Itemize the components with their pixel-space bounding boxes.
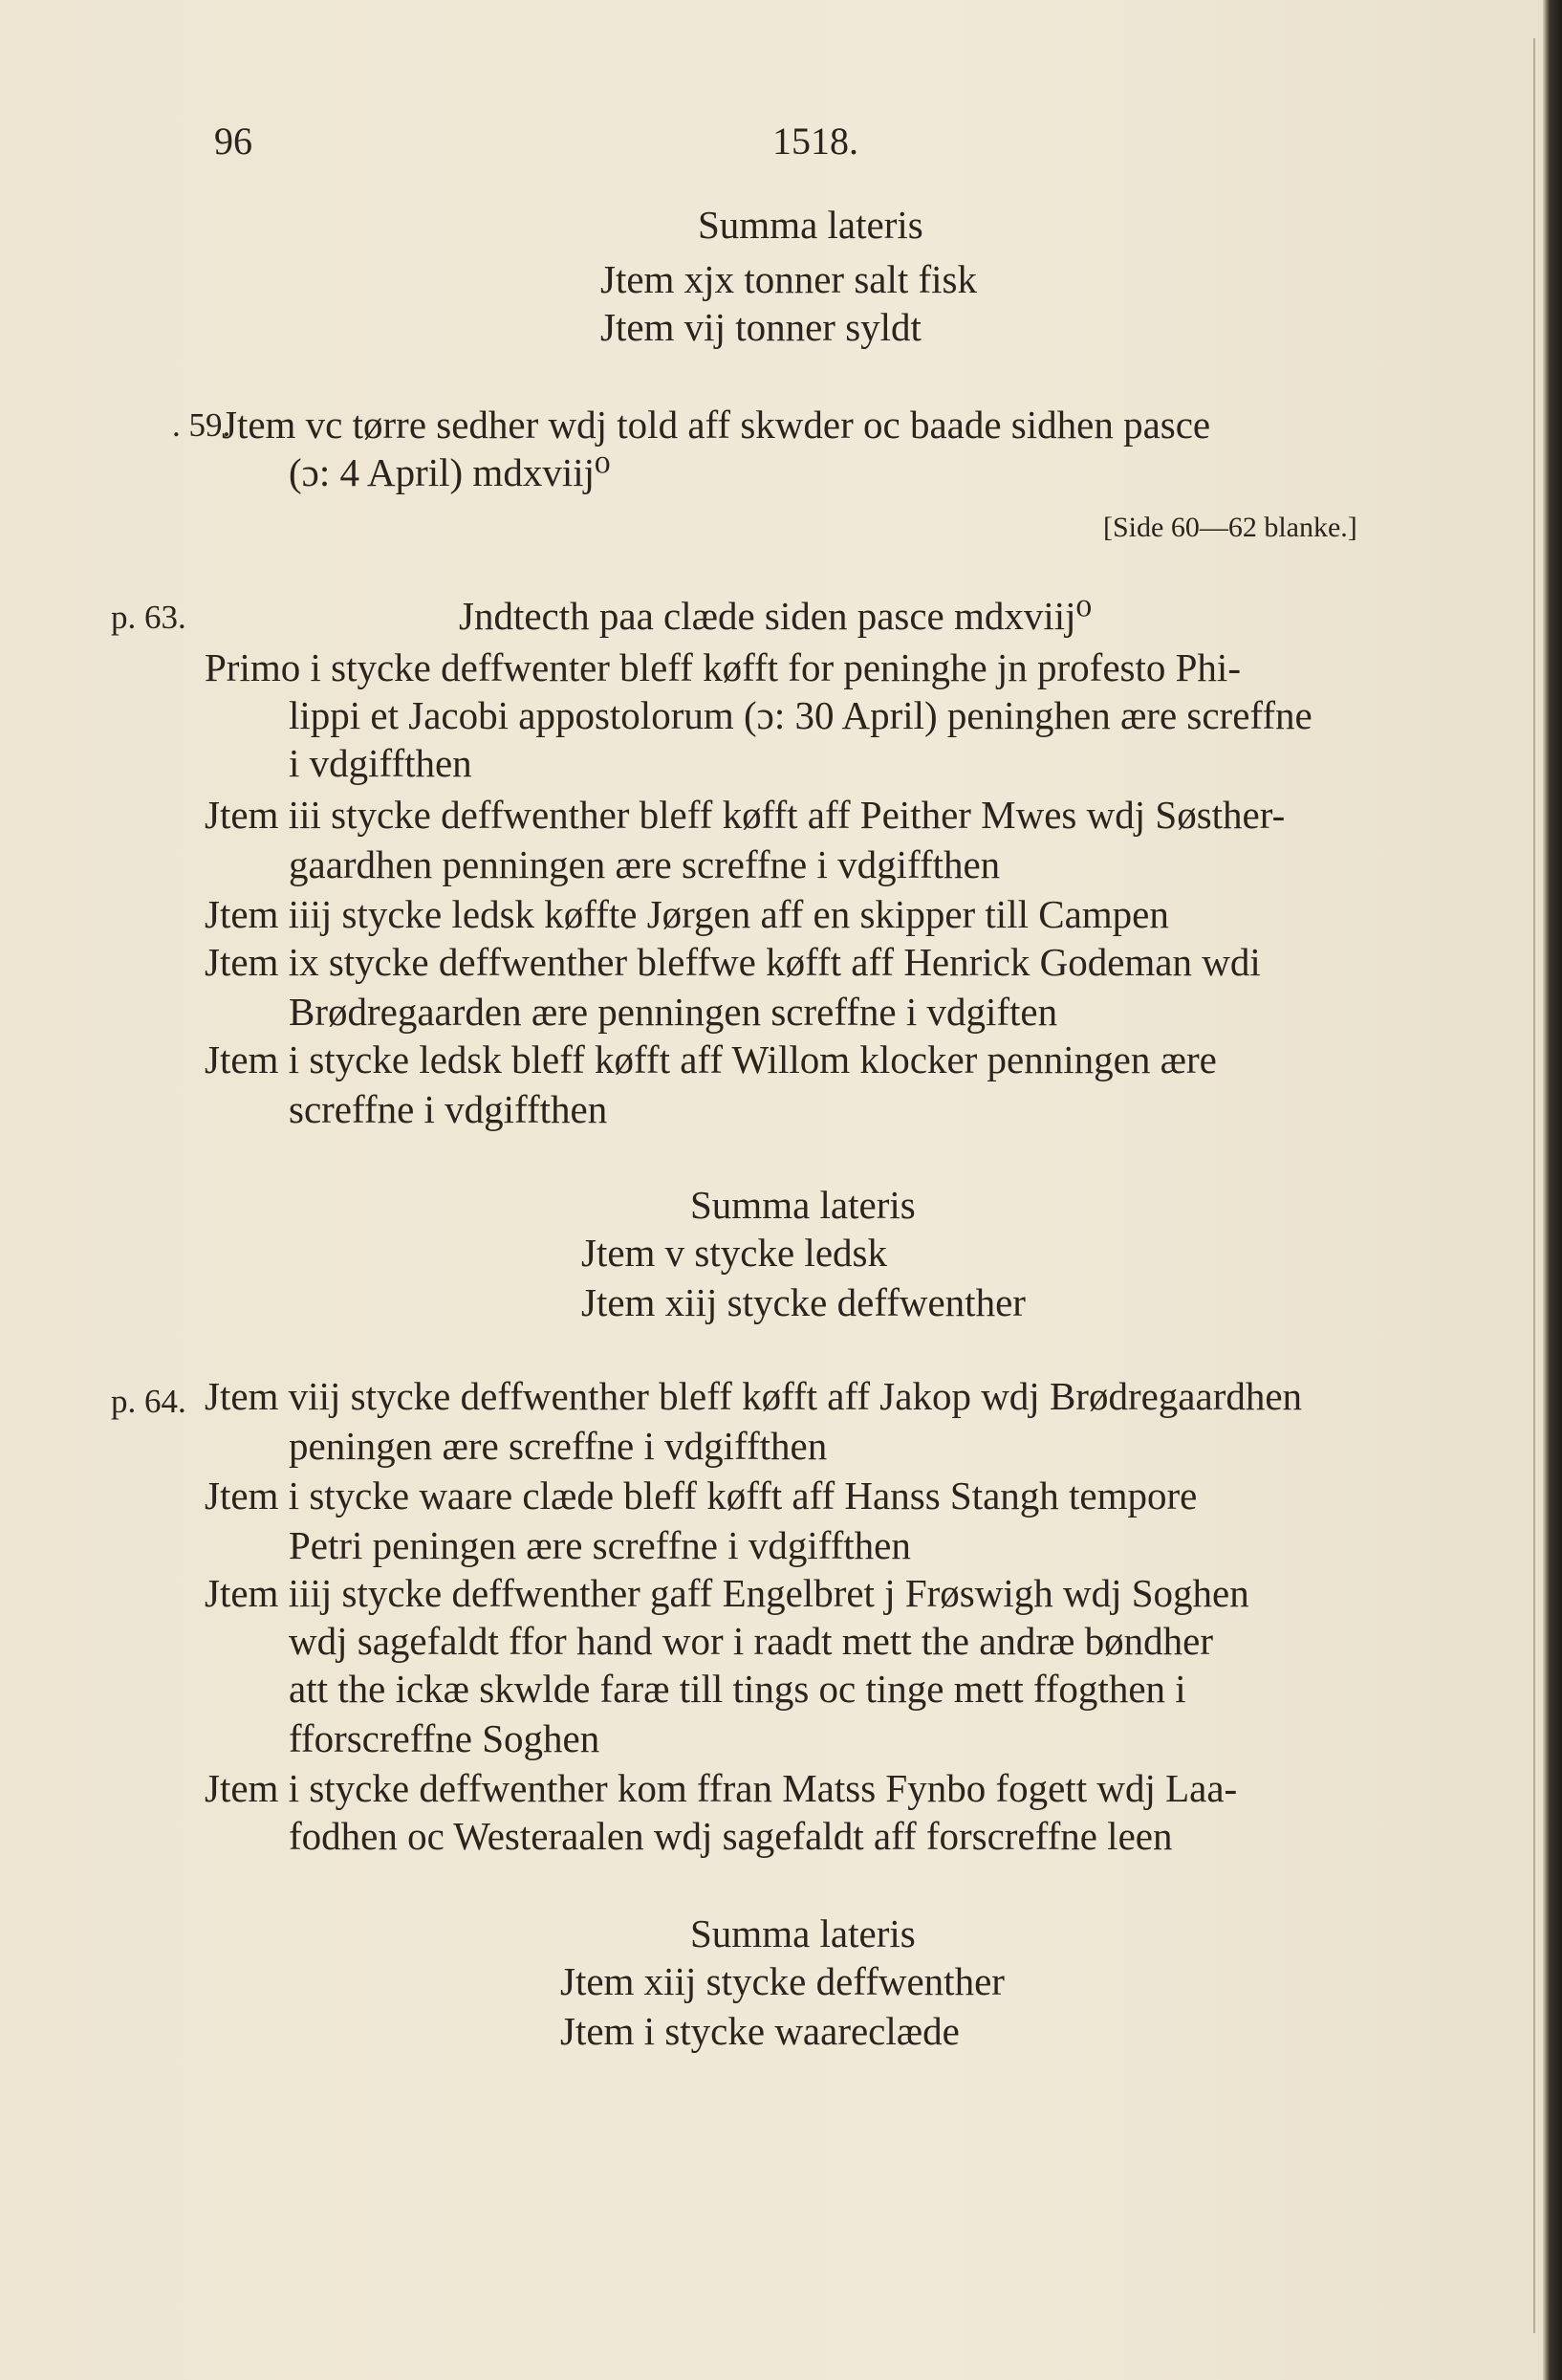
entry-line: Primo i stycke deffwenter bleff køfft for peninghe jn profesto Phi- [205,645,1241,689]
entry-line: att the ickæ skwlde faræ till tings oc tinge mett ffogthen i [289,1667,1186,1711]
entry-line: lippi et Jacobi appostolorum (ɔ: 30 April) peninghen ære screffne [289,693,1313,737]
margin-marker: p. 63. [111,599,186,636]
entry-line: screffne i vdgiffthen [289,1087,608,1131]
page-number: 96 [214,120,252,163]
entry-line: Jtem viij stycke deffwenther bleff køfft aff Jakop wdj Brødregaardhen [205,1374,1303,1418]
page-edge-line [1533,38,1535,2333]
summa-lateris-heading: Summa lateris [690,1183,916,1227]
summary-line: Jtem xjx tonner salt fisk [600,257,978,301]
entry-line: fforscreffne Soghen [289,1716,600,1760]
editorial-note: [Side 60—62 blanke.] [1103,512,1357,543]
entry-line: Jtem ix stycke deffwenther bleffwe køfft aff Henrick Godeman wdi [205,940,1261,984]
entry-line: Jtem i stycke deffwenther kom ffran Matss Fynbo fogett wdj Laa- [205,1766,1238,1810]
summary-line: Jtem v stycke ledsk [581,1231,887,1275]
page-binding-edge [1543,0,1562,2380]
margin-marker: p. 64. [111,1383,186,1420]
entry-line: Petri peningen ære screffne i vdgiffthen [289,1523,911,1567]
summary-line: Jtem xiij stycke deffwenther [560,1959,1005,2003]
entry-line: Jtem iiij stycke deffwenther gaff Engelbret j Frøswigh wdj Soghen [205,1571,1249,1615]
entry-line: Brødregaarden ære penningen screffne i vdgiften [289,990,1058,1034]
entry-line: fodhen oc Westeraalen wdj sagefaldt aff forscreffne leen [289,1814,1173,1858]
section-heading: Jndtecth paa clæde siden pasce mdxviij⁰ [459,594,1093,638]
entry-line: Jtem i stycke ledsk bleff køfft aff Willom klocker penningen ære [205,1037,1217,1081]
entry-line: gaardhen penningen ære screffne i vdgiffthen [289,842,1001,886]
summary-line: Jtem xiij stycke deffwenther [581,1280,1026,1324]
entry-line: wdj sagefaldt ffor hand wor i raadt mett the andræ bøndher [289,1619,1214,1663]
entry-line: Jtem i stycke waare clæde bleff køfft aff Hanss Stangh tempore [205,1474,1198,1518]
summary-line: Jtem vij tonner syldt [600,305,922,349]
entry-line: peningen ære screffne i vdgiffthen [289,1424,828,1468]
entry-line: Jtem iii stycke deffwenther bleff køfft aff Peither Mwes wdj Søsther- [205,793,1286,837]
page-year-heading: 1518. [772,120,858,163]
entry-line: Jtem iiij stycke ledsk køffte Jørgen aff en skipper till Campen [205,892,1169,936]
margin-marker: . 59. [172,406,231,444]
entry-line: (ɔ: 4 April) mdxviij⁰ [289,450,611,494]
summa-lateris-heading: Summa lateris [698,203,923,247]
entry-line: Jtem vc tørre sedher wdj told aff skwder oc baade sidhen pasce [222,403,1211,447]
summary-line: Jtem i stycke waareclæde [560,2009,960,2053]
entry-line: i vdgiffthen [289,741,472,785]
summa-lateris-heading: Summa lateris [690,1911,916,1955]
